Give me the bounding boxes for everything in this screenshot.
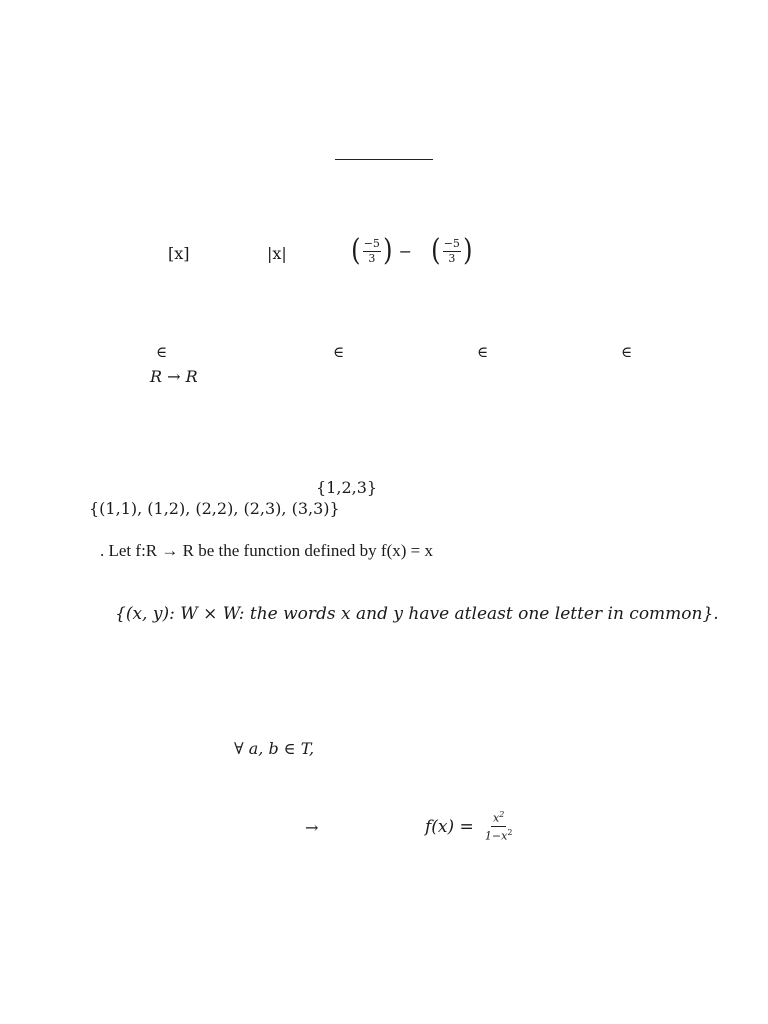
fraction-2-numerator: −5 [443,236,460,250]
function-lhs: f(x) = [425,816,474,837]
relation-expression: {(1,1), (1,2), (2,2), (2,3), (3,3)} [89,499,340,518]
function-definition-text: . Let f:R → R be the function defined by f(x) = x [100,541,433,560]
function-formula [425,810,512,844]
fraction-1-denominator: 3 [368,251,376,265]
fraction-1-numerator: −5 [363,236,380,250]
fraction-expression-1: ( $\frac{-5}{3}$ ) − [351,233,413,268]
arrow-symbol: → [305,818,319,837]
function-numerator-exponent: 2 [499,810,505,819]
function-denominator-exponent: 2 [507,828,513,838]
element-of-symbol-1: ∈ [156,343,168,361]
element-of-symbol-3: ∈ [477,343,489,361]
element-of-symbol-2: ∈ [333,343,345,361]
title-underline [335,159,433,160]
absolute-value-expression: |x| [267,244,287,263]
minus-sign: − [398,241,413,261]
fraction-2-denominator: 3 [448,251,456,265]
element-of-symbol-4: ∈ [621,343,633,361]
set-expression: {1,2,3} [316,478,378,497]
function-denominator: 1−x [484,829,508,843]
set-builder-expression: {(x, y): W × W: the words x and y have atleast one letter in common}. [115,604,719,624]
floor-expression: [x] [168,244,190,263]
function-numerator: x [492,811,500,825]
fraction-expression-2: ( $\frac{-5}{3}$ ) [431,233,473,268]
forall-expression: ∀ a, b ∈ T, [234,739,315,758]
mapping-expression: R → R [150,367,198,386]
